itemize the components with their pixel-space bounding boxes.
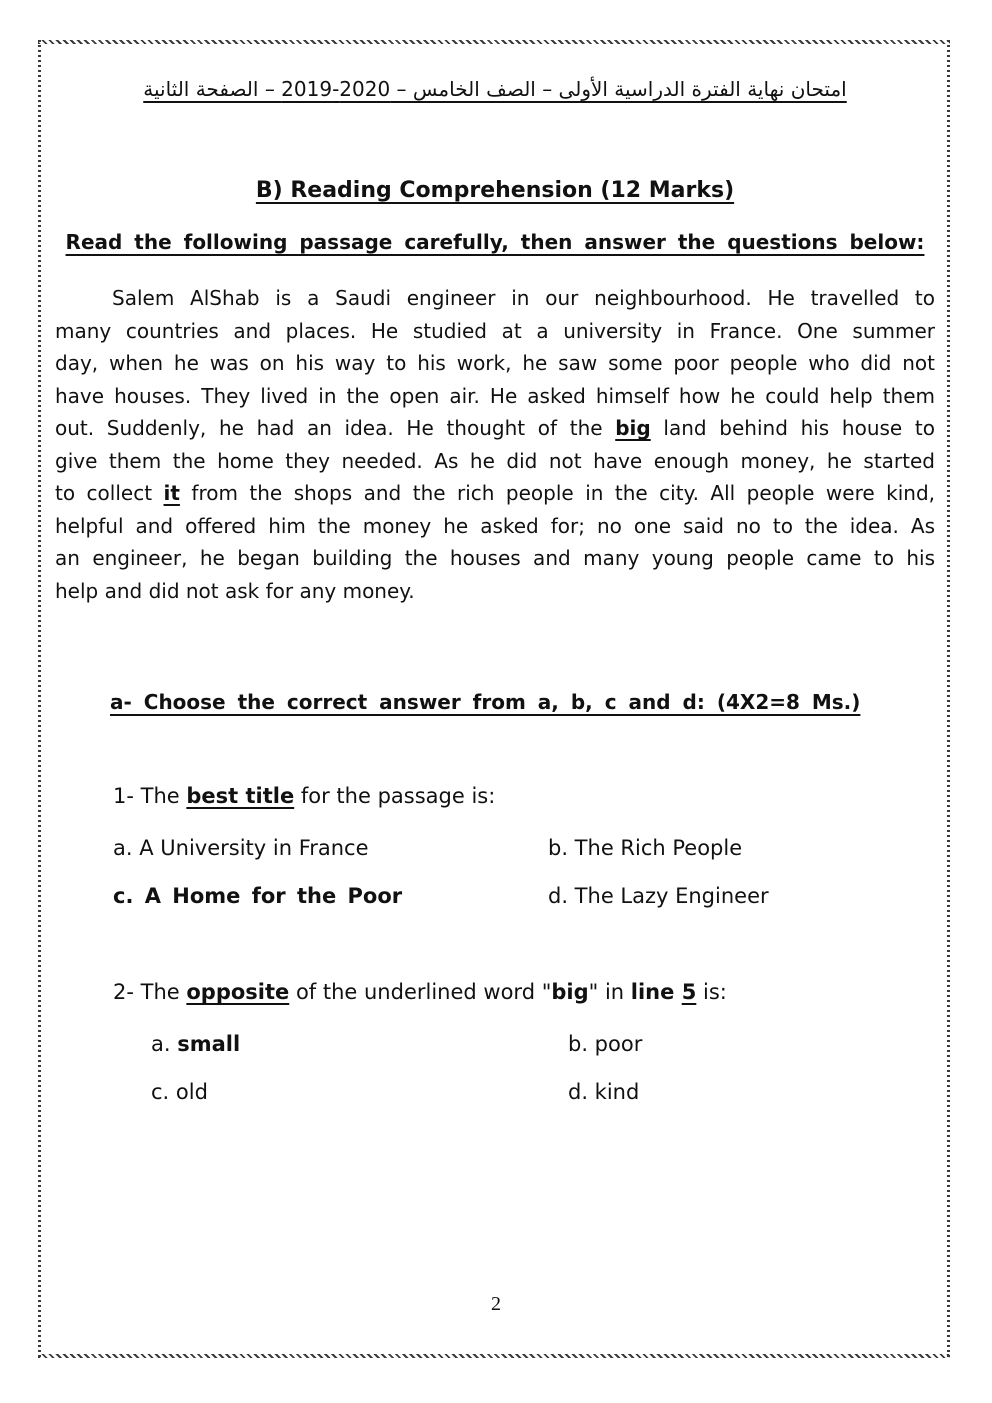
instruction-line [55, 226, 935, 258]
page-number: 2 [491, 1293, 501, 1315]
passage-line: Salem AlShab is a Saudi engineer in our neighbourhood. He travelled to [112, 286, 935, 310]
reading-passage [55, 282, 935, 607]
question-2 [113, 977, 935, 1107]
border-right [947, 40, 950, 1358]
question-1-option-d: d. The Lazy Engineer [548, 884, 769, 908]
section-title [55, 176, 935, 206]
passage-line: day, when he was on his way to his work, he saw some poor people who did not [55, 351, 935, 375]
section-a-heading [110, 687, 935, 717]
question-2-options [151, 1029, 935, 1107]
question-2-option-d: d. kind [568, 1080, 640, 1104]
section-a-heading-text: a- Choose the correct answer from a, b, c and d: (4X2=8 Ms.) [110, 690, 861, 714]
border-bottom [38, 1354, 950, 1358]
passage-line: many countries and places. He studied at a university in France. One summer [55, 318, 935, 343]
question-2-option-c: c. old [151, 1080, 208, 1104]
instruction-text: Read the following passage carefully, then answer the questions below: [65, 230, 925, 254]
arabic-header-text: امتحان نهاية الفترة الدراسية الأولى – الصف الخامس – 2020-2019 – الصفحة الثانية [143, 77, 847, 101]
passage-line: help and did not ask for any money. [55, 578, 415, 603]
passage-line: out. Suddenly, he had an idea. He thought of the big land behind his house to [55, 416, 935, 440]
question-1-stem: 1- The best title for the passage is: [113, 784, 496, 808]
section-title-text: B) Reading Comprehension (12 Marks) [255, 178, 735, 203]
question-1-option-c: c. A Home for the Poor [113, 884, 403, 908]
arabic-header [55, 74, 935, 104]
question-1-option-a: a. A University in France [113, 836, 369, 860]
question-2-option-a: a. small [151, 1032, 241, 1056]
passage-line: to collect it from the shops and the rich people in the city. All people were kind, [55, 481, 936, 505]
passage-line: an engineer, he began building the houses and many young people came to his [55, 546, 935, 570]
page-content [55, 40, 935, 1107]
question-2-stem: 2- The opposite of the underlined word "big" in line 5 is: [113, 980, 727, 1004]
passage-line: helpful and offered him the money he asked for; no one said no to the idea. As [55, 513, 935, 538]
question-1-option-b: b. The Rich People [548, 836, 743, 860]
passage-line: give them the home they needed. As he did not have enough money, he started [55, 448, 935, 473]
border-left [38, 40, 41, 1358]
question-2-option-b: b. poor [568, 1032, 643, 1056]
question-1 [113, 781, 935, 911]
passage-line: have houses. They lived in the open air. He asked himself how he could help them [55, 383, 935, 408]
question-1-options [113, 833, 935, 911]
